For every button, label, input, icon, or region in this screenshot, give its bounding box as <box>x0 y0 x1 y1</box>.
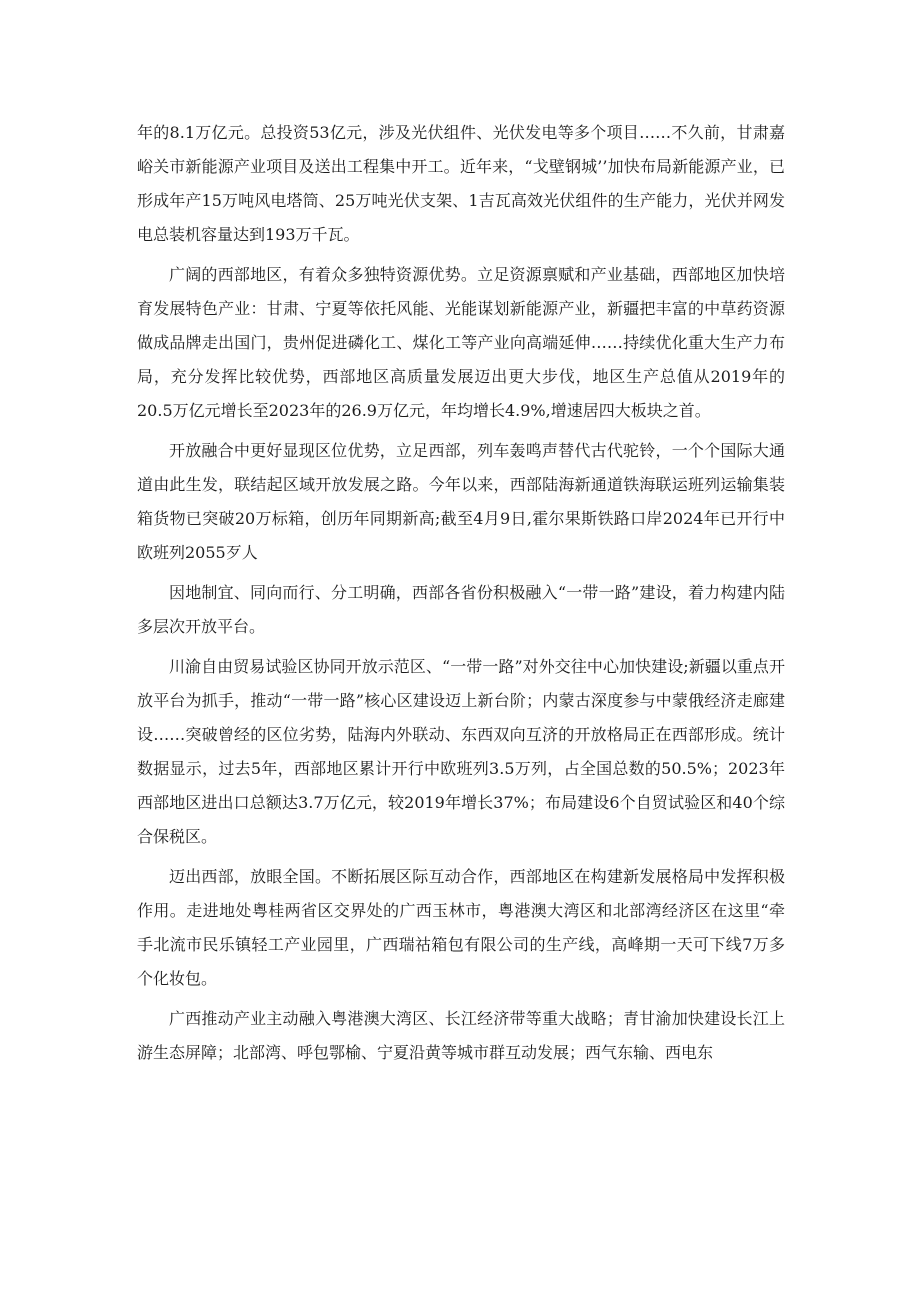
paragraph-2: 广阔的西部地区，有着众多独特资源优势。立足资源禀赋和产业基础，西部地区加快培育发展特色产业：甘肃、宁夏等依托风能、光能谋划新能源产业，新疆把丰富的中草药资源做成品牌走出国门，贵州促进磷化工、煤化工等产业向高端延伸……持续优化重大生产力布局，充分发挥比较优势，西部地区高质量发展迈出更大步伐，地区生产总值从2019年的20.5万亿元增长至2023年的26.9万亿元，年均增长4.9%,增速居四大板块之首。 <box>137 265 785 420</box>
paragraph-7: 广西推动产业主动融入粤港澳大湾区、长江经济带等重大战略；青甘渝加快建设长江上游生态屏障；北部湾、呼包鄂榆、宁夏沿黄等城市群互动发展；西气东输、西电东 <box>137 1009 785 1062</box>
paragraph-6: 迈出西部，放眼全国。不断拓展区际互动合作，西部地区在构建新发展格局中发挥积极作用。走进地处粤桂两省区交界处的广西玉林市，粤港澳大湾区和北部湾经济区在这里“牵手北流市民乐镇轻工产业园里，广西瑞祜箱包有限公司的生产线，高峰期一天可下线7万多个化妆包。 <box>137 867 785 988</box>
paragraph-3: 开放融合中更好显现区位优势，立足西部，列车轰鸣声替代古代驼铃，一个个国际大通道由此生发，联结起区域开放发展之路。今年以来，西部陆海新通道铁海联运班列运输集装箱货物已突破20万标箱，创历年同期新高;截至4月9日,霍尔果斯铁路口岸2024年已开行中欧班列2055歹人 <box>137 441 785 562</box>
paragraph-1: 年的8.1万亿元。总投资53亿元，涉及光伏组件、光伏发电等多个项目……不久前，甘肃嘉峪关市新能源产业项目及送出工程集中开工。近年来，“戈壁钢城’’加快布局新能源产业，已形成年产15万吨风电塔筒、25万吨光伏支架、1吉瓦高效光伏组件的生产能力，光伏并网发电总装机容量达到193万千瓦。 <box>137 123 785 244</box>
document-body <box>137 116 785 1076</box>
paragraph-5: 川渝自由贸易试验区协同开放示范区、“一带一路”对外交往中心加快建设;新疆以重点开放平台为抓手，推动“一带一路”核心区建设迈上新台阶；内蒙古深度参与中蒙俄经济走廊建设……突破曾经的区位劣势，陆海内外联动、东西双向互济的开放格局正在西部形成。统计数据显示，过去5年，西部地区累计开行中欧班列3.5万列，占全国总数的50.5%；2023年西部地区进出口总额达3.7万亿元，较2019年增长37%；布局建设6个自贸试验区和40个综合保税区。 <box>137 657 785 846</box>
paragraph-4: 因地制宜、同向而行、分工明确，西部各省份积极融入“一带一路”建设，着力构建内陆多层次开放平台。 <box>137 583 785 636</box>
